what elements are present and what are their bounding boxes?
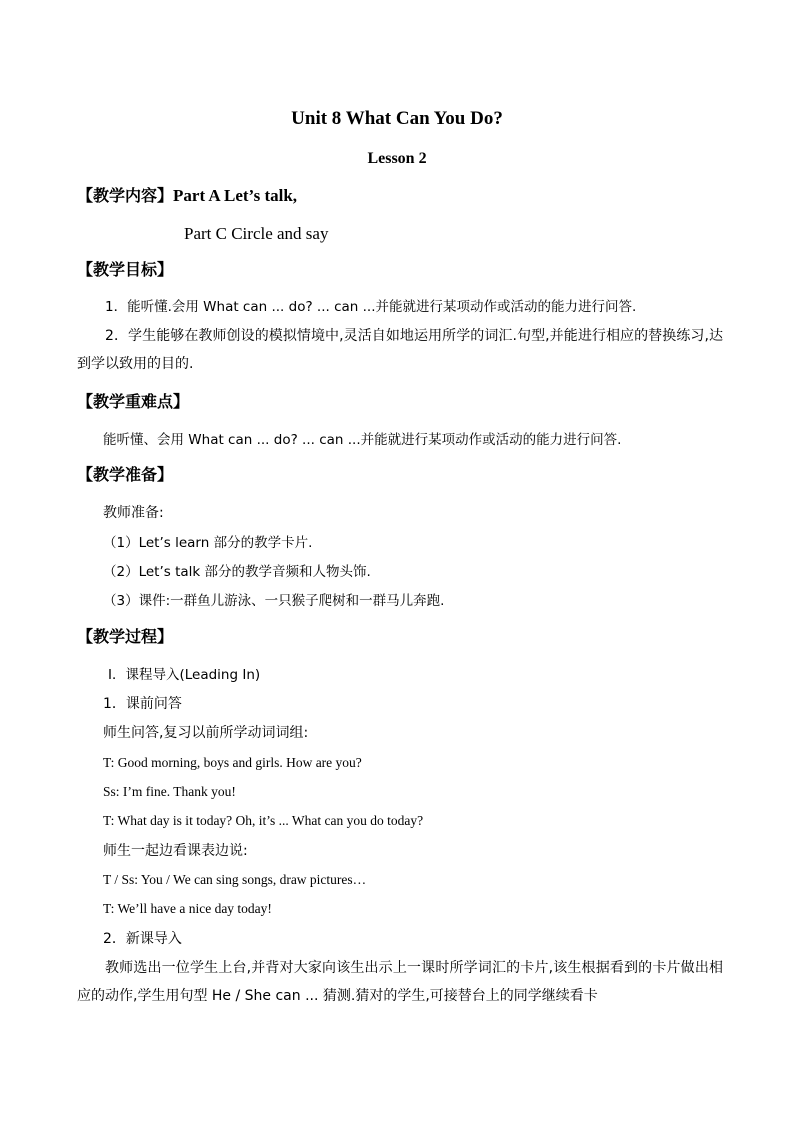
content-heading: 【教学内容】	[77, 186, 174, 205]
process-step-1-mid: 师生一起边看课表边说:	[103, 843, 248, 859]
process-step-2: 2．新课导入	[103, 931, 182, 947]
content-line-2: Part C Circle and say	[184, 224, 329, 243]
prep-item-3: （3）课件:一群鱼儿游泳、一只猴子爬树和一群马儿奔跑.	[103, 593, 445, 609]
prep-item-1: （1）Let’s learn 部分的教学卡片.	[103, 535, 313, 551]
process-step-2-text: 教师选出一位学生上台,并背对大家向该生出示上一课时所学词汇的卡片,该生根据看到的卡片做出相应的动作,学生用句型 He / She can ... 猜测.猜对的学生,可接替台上的同学继续看卡	[77, 960, 723, 1004]
dialog-line-3: T: What day is it today? Oh, it’s ... What can you do today?	[103, 813, 424, 828]
goals-item-1: 1．能听懂.会用 What can ... do? ... can ...并能就进行某项动作或活动的能力进行问答.	[105, 299, 637, 315]
dialog-line-4: T / Ss: You / We can sing songs, draw pictures…	[103, 872, 367, 887]
process-step-1: 1．课前问答	[103, 696, 182, 712]
content-line-1: Part A Let’s talk,	[173, 186, 298, 205]
goals-heading: 【教学目标】	[77, 260, 174, 279]
lesson-subtitle: Lesson 2	[367, 150, 427, 167]
prep-heading: 【教学准备】	[77, 465, 174, 484]
dialog-line-1: T: Good morning, boys and girls. How are you?	[103, 755, 362, 770]
dialog-line-5: T: We’ll have a nice day today!	[103, 901, 272, 916]
process-step-1-intro: 师生问答,复习以前所学动词词组:	[103, 725, 309, 741]
dialog-line-2: Ss: I’m fine. Thank you!	[103, 784, 236, 799]
content-line-2-row	[184, 224, 328, 244]
keypoints-heading: 【教学重难点】	[77, 392, 190, 411]
prep-item-2: （2）Let’s talk 部分的教学音频和人物头饰.	[103, 564, 371, 580]
document-title: Unit 8 What Can You Do?	[291, 108, 503, 129]
content-heading-row	[77, 183, 297, 206]
process-heading: 【教学过程】	[77, 627, 174, 646]
goals-item-2: 2．学生能够在教师创设的模拟情境中,灵活自如地运用所学的词汇.句型,并能进行相应的替换练习,达到学以致用的目的.	[77, 328, 723, 372]
prep-intro: 教师准备:	[103, 505, 164, 521]
process-section-1: Ⅰ．课程导入(Leading In)	[108, 667, 261, 683]
keypoints-text: 能听懂、会用 What can ... do? ... can ...并能就进行某项动作或活动的能力进行问答.	[103, 432, 622, 448]
